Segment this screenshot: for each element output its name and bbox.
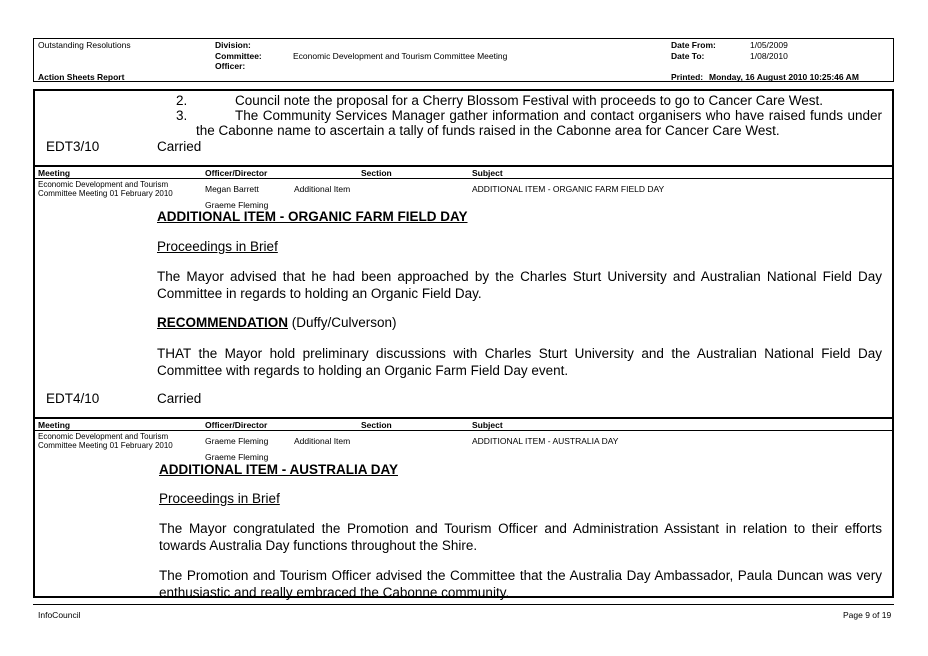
date-from-value: 1/05/2009 (750, 40, 788, 50)
subject-value: ADDITIONAL ITEM - AUSTRALIA DAY (472, 436, 619, 446)
page-number: Page 9 of 19 (843, 610, 892, 620)
column-header-rule (35, 430, 893, 431)
col-meeting: Meeting (38, 420, 71, 430)
meeting-name: Economic Development and Tourism (38, 180, 169, 189)
resolution-status: Carried (157, 391, 202, 406)
footer-brand: InfoCouncil (38, 610, 81, 620)
item-heading: ADDITIONAL ITEM - AUSTRALIA DAY (159, 462, 398, 477)
date-from-label: Date From: (671, 40, 716, 50)
printed-value: Monday, 16 August 2010 10:25:46 AM (709, 72, 859, 82)
officer-name: Megan Barrett (205, 184, 259, 194)
col-section: Section (361, 420, 392, 430)
resolution-ref: EDT3/10 (46, 139, 100, 154)
item-3-line-1: The Community Services Manager gather information and contact organisers who have raised funds under (235, 108, 882, 123)
column-header-rule (35, 178, 893, 179)
meeting-date: Committee Meeting 01 February 2010 (38, 441, 173, 450)
resolution-ref: EDT4/10 (46, 391, 100, 406)
officer-label: Officer: (215, 61, 246, 71)
director-name: Graeme Fleming (205, 200, 269, 210)
recommendation-label: RECOMMENDATION (157, 315, 288, 330)
recommendation-movers: (Duffy/Culverson) (288, 315, 397, 330)
col-section: Section (361, 168, 392, 178)
col-meeting: Meeting (38, 168, 71, 178)
date-to-label: Date To: (671, 51, 705, 61)
record-separator (33, 417, 894, 419)
recommendation-line (157, 315, 397, 330)
committee-value: Economic Development and Tourism Committee Meeting (293, 51, 508, 61)
proceedings-heading: Proceedings in Brief (159, 491, 280, 506)
officer-name: Graeme Fleming (205, 436, 269, 446)
item-3-number: 3. (176, 108, 188, 123)
director-name: Graeme Fleming (205, 452, 269, 462)
meeting-date: Committee Meeting 01 February 2010 (38, 189, 173, 198)
outstanding-label: Outstanding Resolutions (38, 40, 131, 50)
recommendation-text: THAT the Mayor hold preliminary discussions with Charles Sturt University and the Australian National Field Day Committee with regards to holding an Organic Farm Field Day event. (157, 346, 882, 378)
meeting-name: Economic Development and Tourism (38, 432, 169, 441)
item-2-number: 2. (176, 93, 188, 108)
division-label: Division: (215, 40, 251, 50)
item-3-line-2: the Cabonne name to ascertain a tally of funds raised in the Cabonne area for Cancer Care West. (196, 123, 780, 138)
committee-label: Committee: (215, 51, 262, 61)
proceedings-text-2: The Promotion and Tourism Officer advised the Committee that the Australia Day Ambassador, Paula Duncan was very enthusiastic and really embraced the Cabonne community. (159, 568, 882, 600)
printed-label: Printed: (671, 72, 704, 82)
item-2-text: Council note the proposal for a Cherry Blossom Festival with proceeds to go to Cancer Care West. (235, 93, 824, 108)
date-to-value: 1/08/2010 (750, 51, 788, 61)
resolution-status: Carried (157, 139, 202, 154)
col-subject: Subject (472, 420, 503, 430)
section-value: Additional Item (294, 436, 351, 446)
col-officer: Officer/Director (205, 168, 268, 178)
col-officer: Officer/Director (205, 420, 268, 430)
footer-rule (33, 604, 894, 605)
proceedings-text: The Mayor congratulated the Promotion and Tourism Officer and Administration Assistant in relation to their efforts towards Australia Day functions throughout the Shire. (159, 521, 882, 553)
section-value: Additional Item (294, 184, 351, 194)
report-name: Action Sheets Report (38, 72, 125, 82)
proceedings-heading: Proceedings in Brief (157, 239, 278, 254)
subject-value: ADDITIONAL ITEM - ORGANIC FARM FIELD DAY (472, 184, 665, 194)
record-separator (33, 165, 894, 167)
proceedings-text: The Mayor advised that he had been approached by the Charles Sturt University and Australian National Field Day Committee in regards to holding an Organic Field Day. (157, 269, 882, 301)
item-heading: ADDITIONAL ITEM - ORGANIC FARM FIELD DAY (157, 209, 468, 224)
col-subject: Subject (472, 168, 503, 178)
